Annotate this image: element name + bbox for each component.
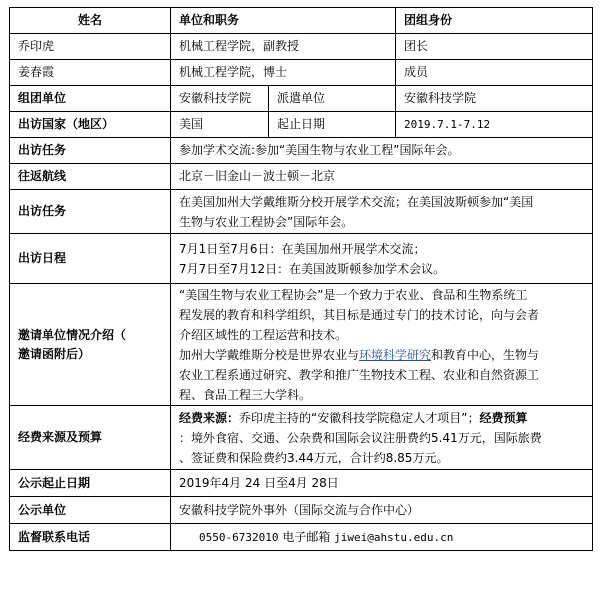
member-unit: 机械工程学院，副教授 xyxy=(171,34,396,60)
task2-line: 生物与农业工程协会”国际年会。 xyxy=(179,214,354,229)
funding-line: ：境外食宿、交通、公杂费和国际会议注册费约5.41万元，国际旅费 xyxy=(179,430,542,445)
inviter-value xyxy=(171,284,593,406)
member-row xyxy=(10,60,593,86)
publicity-unit-value: 安徽科技学院外事外（国际交流与合作中心） xyxy=(171,497,593,524)
send-unit-value: 安徽科技学院 xyxy=(396,86,593,112)
contact-value xyxy=(171,524,593,551)
funding-row xyxy=(10,406,593,470)
funding-line xyxy=(179,408,584,428)
route-label: 往返航线 xyxy=(10,164,171,190)
group-unit-row xyxy=(10,86,593,112)
task2-value xyxy=(171,190,593,234)
publicity-date-row xyxy=(10,470,593,497)
inviter-label xyxy=(10,284,171,406)
inviter-line: 程发展的教育和科学组织，其目标是通过专门的技术讨论，向与会者 xyxy=(179,307,540,322)
member-name: 姜春霞 xyxy=(10,60,171,86)
header-unit-position: 单位和职务 xyxy=(171,8,396,34)
contact-email: jiwei@ahstu.edu.cn xyxy=(334,530,454,544)
member-row xyxy=(10,34,593,60)
inviter-text: 加州大学戴维斯分校是世界农业与 xyxy=(179,347,360,362)
inviter-line: “美国生物与农业工程协会”是一个致力于农业、食品和生物系统工 xyxy=(179,287,528,302)
header-group-role: 团组身份 xyxy=(396,8,593,34)
route-row xyxy=(10,164,593,190)
member-name: 乔印虎 xyxy=(10,34,171,60)
contact-phone: 0550-6732010 xyxy=(199,530,279,544)
contact-row xyxy=(10,524,593,551)
task2-row xyxy=(10,190,593,234)
funding-value xyxy=(171,406,593,470)
schedule-value xyxy=(171,234,593,284)
inviter-line: 程、食品工程三大学科。 xyxy=(179,387,312,402)
header-name: 姓名 xyxy=(10,8,171,34)
funding-label: 经费来源及预算 xyxy=(10,406,171,470)
inviter-text: 和教育中心，生物与 xyxy=(431,347,540,362)
country-row xyxy=(10,112,593,138)
inviter-label-line: 邀请函附后） xyxy=(18,346,91,361)
task1-value: 参加学术交流:参加“美国生物与农业工程”国际年会。 xyxy=(171,138,593,164)
country-value: 美国 xyxy=(171,112,269,138)
task2-line: 在美国加州大学戴维斯分校开展学术交流；在美国波斯顿参加“美国 xyxy=(179,194,534,209)
announcement-table xyxy=(9,7,593,551)
schedule-line: 7月1日至7月6日：在美国加州开展学术交流； xyxy=(179,241,426,256)
publicity-unit-label: 公示单位 xyxy=(10,497,171,524)
contact-email-label: 电子邮箱 xyxy=(282,529,331,544)
environment-science-link[interactable]: 环境科学研究 xyxy=(359,347,432,362)
route-value: 北京－旧金山－波士顿－北京 xyxy=(171,164,593,190)
task1-label: 出访任务 xyxy=(10,138,171,164)
country-label: 出访国家（地区） xyxy=(10,112,171,138)
member-unit: 机械工程学院，博士 xyxy=(171,60,396,86)
inviter-line: 农业工程系通过研究、教学和推广生物技术工程、农业和自然资源工 xyxy=(179,367,540,382)
inviter-line xyxy=(179,345,584,365)
contact-label: 监督联系电话 xyxy=(10,524,171,551)
inviter-row xyxy=(10,284,593,406)
schedule-label: 出访日程 xyxy=(10,234,171,284)
header-row xyxy=(10,8,593,34)
schedule-row xyxy=(10,234,593,284)
task2-label: 出访任务 xyxy=(10,190,171,234)
funding-budget-label: 经费预算 xyxy=(479,410,528,425)
task1-row xyxy=(10,138,593,164)
schedule-line: 7月7日至7月12日：在美国波斯顿参加学术会议。 xyxy=(179,261,446,276)
funding-line: 、签证费和保险费约3.44万元，合计约8.85万元。 xyxy=(179,450,449,465)
publicity-unit-row xyxy=(10,497,593,524)
member-role: 团长 xyxy=(396,34,593,60)
date-value: 2019.7.1-7.12 xyxy=(396,112,593,138)
group-unit-value: 安徽科技学院 xyxy=(171,86,269,112)
inviter-label-line: 邀请单位情况介绍（ xyxy=(18,327,127,342)
funding-source-text: 乔印虎主持的“安徽科技学院稳定人才项目”； xyxy=(239,410,480,425)
inviter-line: 介绍区域性的工程运营和技术。 xyxy=(179,327,348,342)
group-unit-label: 组团单位 xyxy=(10,86,171,112)
publicity-date-label: 公示起止日期 xyxy=(10,470,171,497)
funding-source-label: 经费来源： xyxy=(179,410,240,425)
date-label: 起止日期 xyxy=(269,112,396,138)
send-unit-label: 派遣单位 xyxy=(269,86,396,112)
publicity-date-value: 2019年4月 24 日至4月 28日 xyxy=(171,470,593,497)
member-role: 成员 xyxy=(396,60,593,86)
